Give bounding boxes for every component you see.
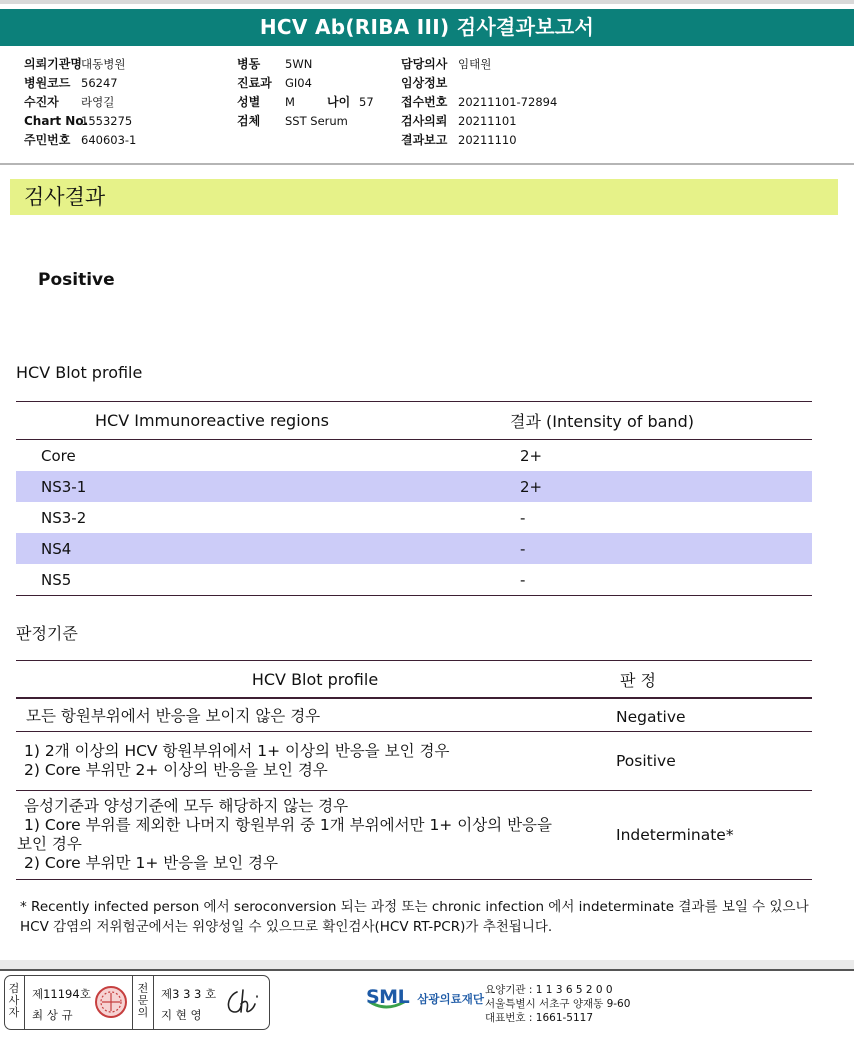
criteria-header-judgement: 판 정 — [620, 670, 656, 690]
header-divider — [0, 163, 854, 165]
info-row-department: 진료과 GI04 — [237, 76, 312, 90]
footnote: * Recently infected person 에서 seroconversion 되는 과정 또는 chronic infection 에서 indeterminate 결과를 보일 수 있으나 HCV 감염의 저위험군에서는 위양성일 수 있으므로 확인검사(HCV RT-PCR)가 추천됩니다. — [20, 899, 809, 935]
criteria-judgement: Positive — [616, 752, 676, 770]
criteria-line: 1) 2개 이상의 HCV 항원부위에서 1+ 이상의 반응을 보인 경우 — [24, 742, 450, 760]
info-row-resident-no: 주민번호 640603-1 — [24, 133, 137, 147]
blot-row-ns5 — [16, 564, 812, 596]
info-row-ward: 병동 5WN — [237, 57, 313, 71]
blot-region: NS3-2 — [41, 508, 87, 527]
blot-profile-heading: HCV Blot profile — [16, 363, 143, 382]
lab-care-no: 요양기관 : 1 1 3 6 5 2 0 0 — [485, 984, 613, 996]
patient-info-col1 — [24, 55, 136, 150]
logo-text: SML — [366, 986, 410, 1008]
specialist-license-no: 제3 3 3 호 — [161, 987, 217, 1001]
lab-address: 서울특별시 서초구 양재동 9-60 — [485, 998, 631, 1010]
criteria-row-positive — [16, 732, 812, 791]
official-seal-icon — [94, 985, 128, 1019]
examiner-license-no: 제11194호 — [32, 987, 91, 1001]
info-row-request-date: 검사의뢰 20211101 — [401, 114, 517, 128]
criteria-judgement: Indeterminate* — [616, 826, 734, 844]
blot-intensity: - — [504, 533, 812, 564]
signature-divider — [153, 976, 154, 1029]
criteria-line: 2) Core 부위만 1+ 반응을 보인 경우 — [24, 854, 278, 872]
lab-logo — [366, 986, 484, 1008]
blot-intensity: - — [520, 570, 526, 589]
blot-row-ns4 — [16, 533, 812, 564]
info-row-receipt-no: 접수번호 20211101-72894 — [401, 95, 558, 109]
blot-row-ns3-2 — [16, 502, 812, 533]
top-rule — [0, 0, 854, 4]
info-row-doctor: 담당의사 임태원 — [401, 57, 492, 71]
criteria-condition — [16, 732, 614, 791]
criteria-judgement: Negative — [616, 708, 686, 726]
criteria-condition — [16, 791, 614, 880]
criteria-line: 음성기준과 양성기준에 모두 해당하지 않는 경우 — [24, 797, 349, 815]
specialist-name: 지 현 영 — [161, 1008, 202, 1022]
lab-info — [485, 983, 630, 1025]
examiner-name: 최 상 규 — [32, 1008, 73, 1022]
signature-divider — [132, 976, 133, 1029]
criteria-line: 1) Core 부위를 제외한 나머지 항원부위 중 1개 부위에서만 1+ 이상의 반응을 — [24, 816, 552, 834]
signature-box — [4, 975, 270, 1030]
examiner-label: 검사자 — [8, 982, 20, 1019]
overall-result: Positive — [38, 270, 115, 290]
blot-region: Core — [41, 446, 76, 465]
lab-name: 삼광의료재단 — [417, 992, 484, 1006]
patient-info-col2 — [237, 55, 374, 131]
specialist-label: 전문의 — [137, 982, 149, 1019]
info-row-specimen: 검체 SST Serum — [237, 114, 348, 128]
footer-gray-band — [0, 960, 854, 969]
signature-divider — [24, 976, 25, 1029]
criteria-line: 2) Core 부위만 2+ 이상의 반응을 보인 경우 — [24, 761, 328, 779]
info-row-sex: 성별 M 나이 57 — [237, 93, 374, 112]
blot-intensity: 2+ — [504, 471, 812, 502]
blot-intensity: - — [520, 508, 526, 527]
blot-header-region: HCV Immunoreactive regions — [95, 411, 329, 430]
handwritten-signature-icon — [223, 986, 263, 1018]
blot-region: NS5 — [41, 570, 72, 589]
footer-rule — [0, 969, 854, 971]
criteria-table-header — [16, 661, 812, 699]
info-row-report-date: 결과보고 20211110 — [401, 133, 517, 147]
blot-region: NS4 — [16, 533, 504, 564]
criteria-row-indeterminate — [16, 791, 812, 880]
criteria-table — [16, 660, 812, 880]
criteria-header-profile: HCV Blot profile — [251, 669, 379, 689]
blot-row-core — [16, 440, 812, 472]
info-row-institution: 의뢰기관명대동병원 — [24, 57, 126, 71]
info-row-patient: 수진자 라영길 — [24, 95, 115, 109]
blot-table-header — [16, 402, 812, 440]
blot-intensity: 2+ — [520, 446, 543, 465]
blot-profile-table — [16, 401, 812, 596]
blot-row-ns3-1 — [16, 471, 812, 502]
criteria-condition: 모든 항원부위에서 반응을 보이지 않은 경우 — [26, 707, 321, 725]
info-row-hospital-code: 병원코드 56247 — [24, 76, 118, 90]
blot-header-intensity: 결과 (Intensity of band) — [510, 412, 694, 431]
patient-info-col3 — [401, 55, 557, 150]
info-row-clinical-info: 임상정보 — [401, 76, 448, 90]
lab-phone: 대표번호 : 1661-5117 — [485, 1012, 594, 1024]
age-label: 나이 — [327, 95, 351, 109]
blot-region: NS3-1 — [16, 471, 504, 502]
criteria-row-negative — [16, 698, 812, 732]
info-row-chart-no: Chart No.1553275 — [24, 114, 133, 128]
criteria-line: 보인 경우 — [17, 835, 82, 853]
report-title: HCV Ab(RIBA III) 검사결과보고서 — [0, 9, 854, 46]
criteria-heading: 판정기준 — [16, 624, 78, 643]
age-value: 57 — [359, 95, 374, 109]
section-title-results: 검사결과 — [10, 179, 838, 215]
